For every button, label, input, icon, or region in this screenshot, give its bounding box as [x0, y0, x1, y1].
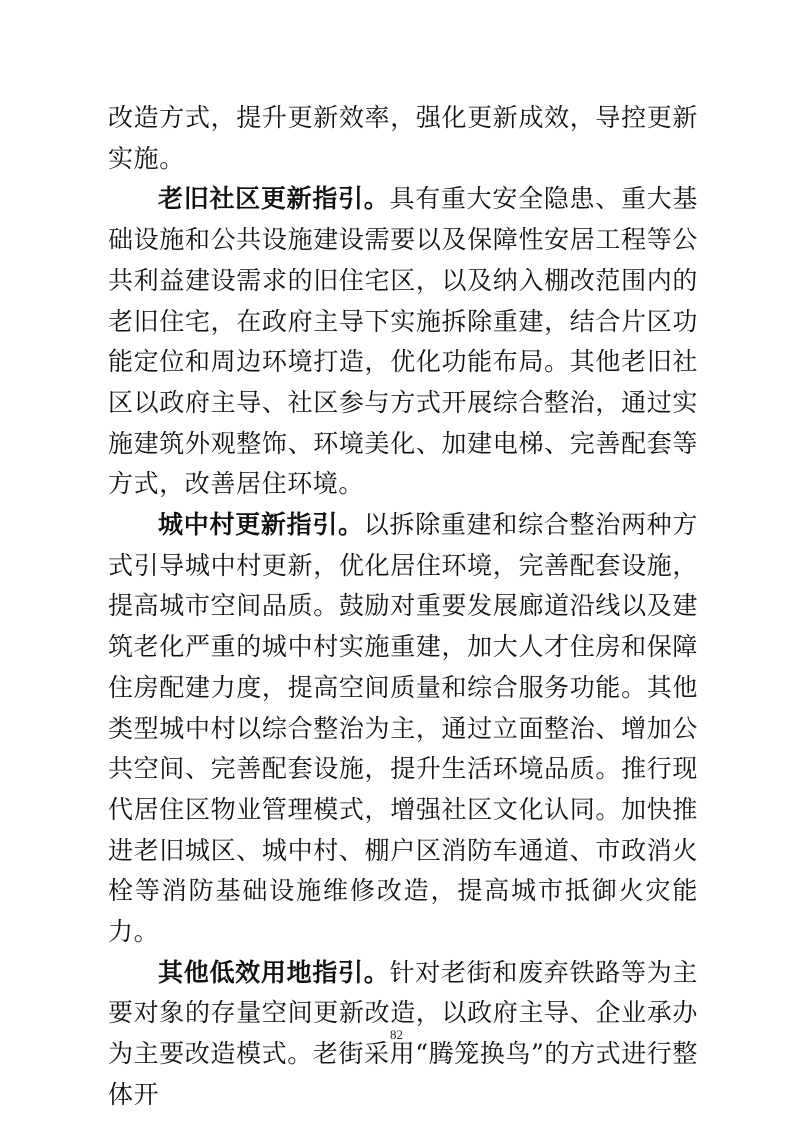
paragraph-continuation — [108, 98, 698, 179]
paragraph-heading: 老旧社区更新指引。 — [158, 184, 390, 214]
paragraph-text: 具有重大安全隐患、重大基础设施和公共设施建设需要以及保障性安居工程等公共利益建设需求的旧住宅区，以及纳入棚改范围内的老旧住宅，在政府主导下实施拆除重建，结合片区功能定位和周边环境打造，优化功能布局。其他老旧社区以政府主导、社区参与方式开展综合整治，通过实施建筑外观整饰、环境美化、加建电梯、完善配套等方式，改善居住环境。 — [108, 184, 699, 499]
paragraph-heading: 其他低效用地指引。 — [158, 957, 390, 987]
paragraph-text: 改造方式，提升更新效率，强化更新成效，导控更新实施。 — [108, 103, 698, 173]
paragraph-text: 针对老街和废弃铁路等为主要对象的存量空间更新改造，以政府主导、企业承办为主要改造模式。老街采用“腾笼换鸟”的方式进行整体开 — [108, 957, 699, 1109]
paragraph-text: 以拆除重建和综合整治两种方式引导城中村更新，优化居住环境，完善配套设施，提高城市空间品质。鼓励对重要发展廊道沿线以及建筑老化严重的城中村实施重建，加大人才住房和保障住房配建力度，提高空间质量和综合服务功能。其他类型城中村以综合整治为主，通过立面整治、增加公共空间、完善配套设施，提升生活环境品质。推行现代居住区物业管理模式，增强社区文化认同。加快推进老旧城区、城中村、棚户区消防车通道、市政消火栓等消防基础设施维修改造，提高城市抵御火灾能力。 — [108, 510, 698, 947]
paragraph-urban-village — [108, 505, 698, 953]
paragraph-old-community — [108, 179, 698, 505]
body-text — [108, 98, 698, 1116]
paragraph-heading: 城中村更新指引。 — [158, 510, 364, 540]
page-number: 82 — [390, 1027, 403, 1042]
